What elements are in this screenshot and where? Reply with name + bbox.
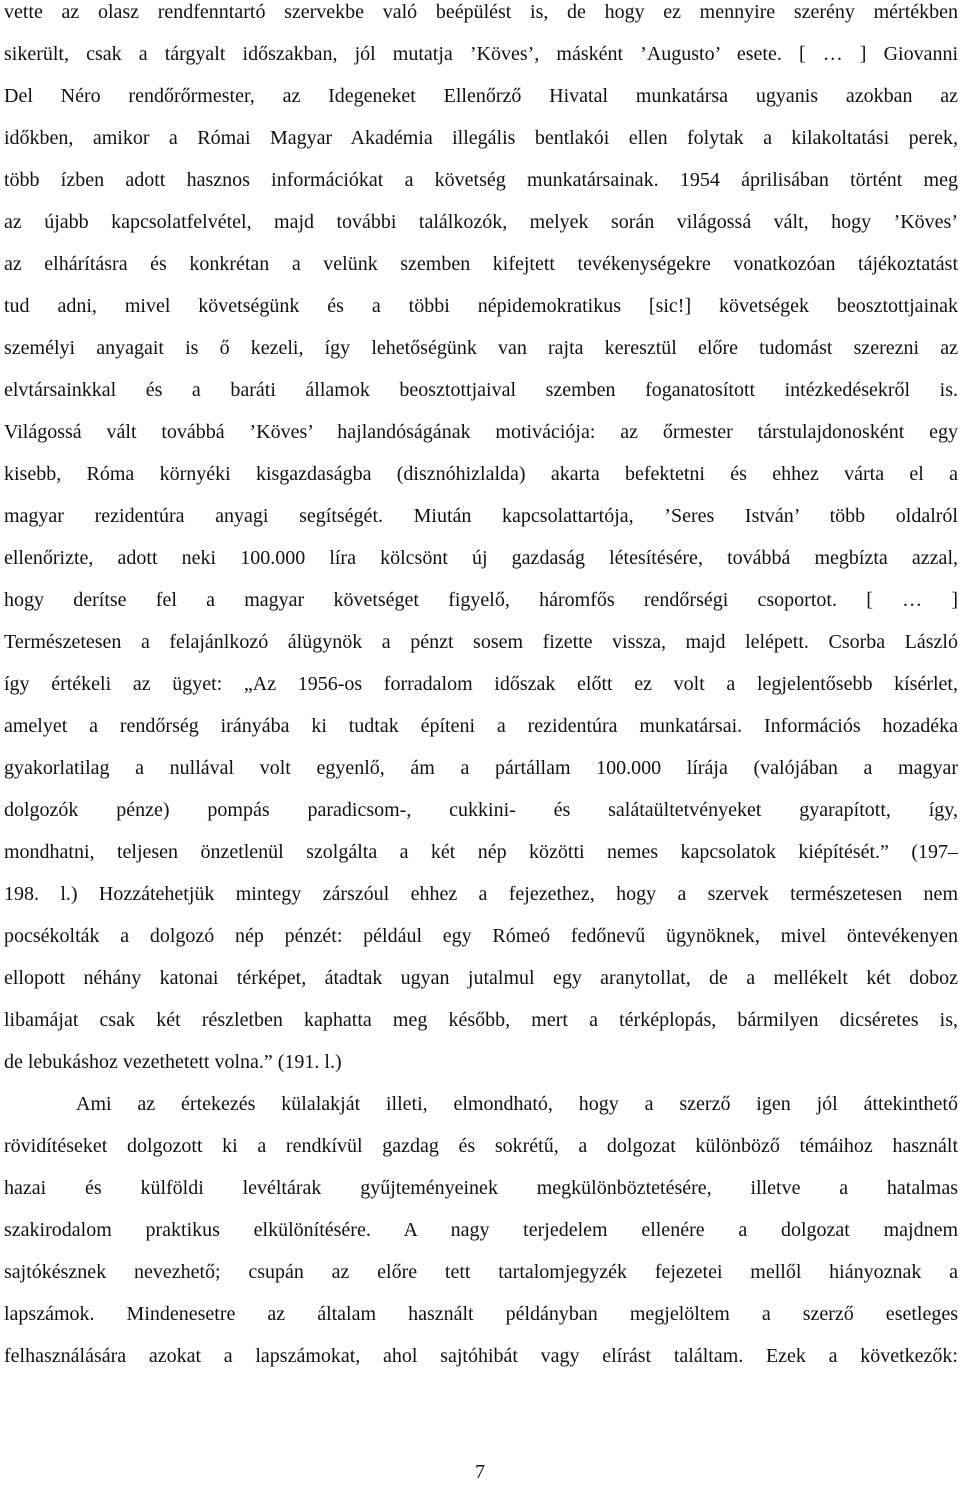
text-line: de lebukáshoz vezethetett volna.” (191. l.) [4,1051,342,1073]
text-line: felhasználására azokat a lapszámokat, ahol sajtóhibát vagy elírást találtam. Ezek a következők: [4,1345,958,1367]
text-line: az újabb kapcsolatfelvétel, majd további találkozók, melyek során világossá vált, hogy ’Köves’ [4,211,958,233]
text-line: magyar rezidentúra anyagi segítségét. Miután kapcsolattartója, ’Seres István’ több oldalról [4,505,958,527]
text-line: kisebb, Róma környéki kisgazdaságba (disznóhizlalda) akarta befektetni és ehhez várta el a [4,463,958,485]
text-line: 198. l.) Hozzátehetjük mintegy zárszóul ehhez a fejezethez, hogy a szervek természetesen nem [4,883,958,905]
text-line: sikerült, csak a tárgyalt időszakban, jól mutatja ’Köves’, másként ’Augusto’ esete. [ … ] Giovanni [4,43,958,65]
page-number: 7 [475,1461,485,1483]
text-line: Ami az értekezés külalakját illeti, elmondható, hogy a szerző igen jól áttekinthető [76,1093,958,1115]
text-line: dolgozók pénze) pompás paradicsom-, cukkini- és salátaültetvényeket gyarapított, így, [4,799,958,821]
text-line: ellenőrizte, adott neki 100.000 líra kölcsönt új gazdaság létesítésére, továbbá megbízta azzal, [4,547,958,569]
text-line: Világossá vált továbbá ’Köves’ hajlandóságának motivációja: az őrmester társtulajdonosként egy [4,421,958,443]
text-line: libamájat csak két részletben kaphatta meg később, mert a térképlopás, bármilyen dicséretes is, [4,1009,958,1031]
text-line: időkben, amikor a Római Magyar Akadémia illegális bentlakói ellen folytak a kilakoltatási perek, [4,127,958,149]
text-line: személyi anyagait is ő kezeli, így lehetőségünk van rajta keresztül előre tudomást szerezni az [4,337,958,359]
text-line: tud adni, mivel követségünk és a többi népidemokratikus [sic!] követségek beosztottjainak [4,295,958,317]
text-line: Del Néro rendőrőrmester, az Idegeneket Ellenőrző Hivatal munkatársa ugyanis azokban az [4,85,958,107]
text-line: az elhárításra és konkrétan a velünk szemben kifejtett tevékenységekre vonatkozóan tájékoztatást [4,253,958,275]
text-line: ellopott néhány katonai térképet, átadtak ugyan jutalmul egy aranytollat, de a mellékelt két doboz [4,967,958,989]
text-line: sajtókésznek nevezhető; csupán az előre tett tartalomjegyzék fejezetei mellől hiányoznak a [4,1261,958,1283]
text-line: elvtársainkkal és a baráti államok beosztottjaival szemben foganatosított intézkedésekről is. [4,379,958,401]
text-line: így értékeli az ügyet: „Az 1956-os forradalom időszak előtt ez volt a legjelentősebb kísérlet, [4,673,958,695]
text-line: mondhatni, teljesen önzetlenül szolgálta a két nép közötti nemes kapcsolatok kiépítését.” (197– [4,841,958,863]
text-line: rövidítéseket dolgozott ki a rendkívül gazdag és sokrétű, a dolgozat különböző témáihoz használt [4,1135,958,1157]
text-line: lapszámok. Mindenesetre az általam használt példányban megjelöltem a szerző esetleges [4,1303,958,1325]
text-line: Természetesen a felajánlkozó álügynök a pénzt sosem fizette vissza, majd lelépett. Csorba László [4,631,958,653]
text-line: hazai és külföldi levéltárak gyűjteményeinek megkülönböztetésére, illetve a hatalmas [4,1177,958,1199]
text-line: hogy derítse fel a magyar követséget figyelő, háromfős rendőrségi csoportot. [ … ] [4,589,958,611]
text-line: gyakorlatilag a nullával volt egyenlő, ám a pártállam 100.000 lírája (valójában a magyar [4,757,958,779]
text-line: több ízben adott hasznos információkat a követség munkatársainak. 1954 áprilisában történt meg [4,169,958,191]
text-line: pocsékolták a dolgozó nép pénzét: például egy Rómeó fedőnevű ügynöknek, mivel öntevékenyen [4,925,958,947]
text-line: amelyet a rendőrség irányába ki tudtak építeni a rezidentúra munkatársai. Információs hozadéka [4,715,958,737]
text-line: vette az olasz rendfenntartó szervekbe való beépülést is, de hogy ez mennyire szerény mértékben [4,1,958,23]
text-line: szakirodalom praktikus elkülönítésére. A nagy terjedelem ellenére a dolgozat majdnem [4,1219,958,1241]
